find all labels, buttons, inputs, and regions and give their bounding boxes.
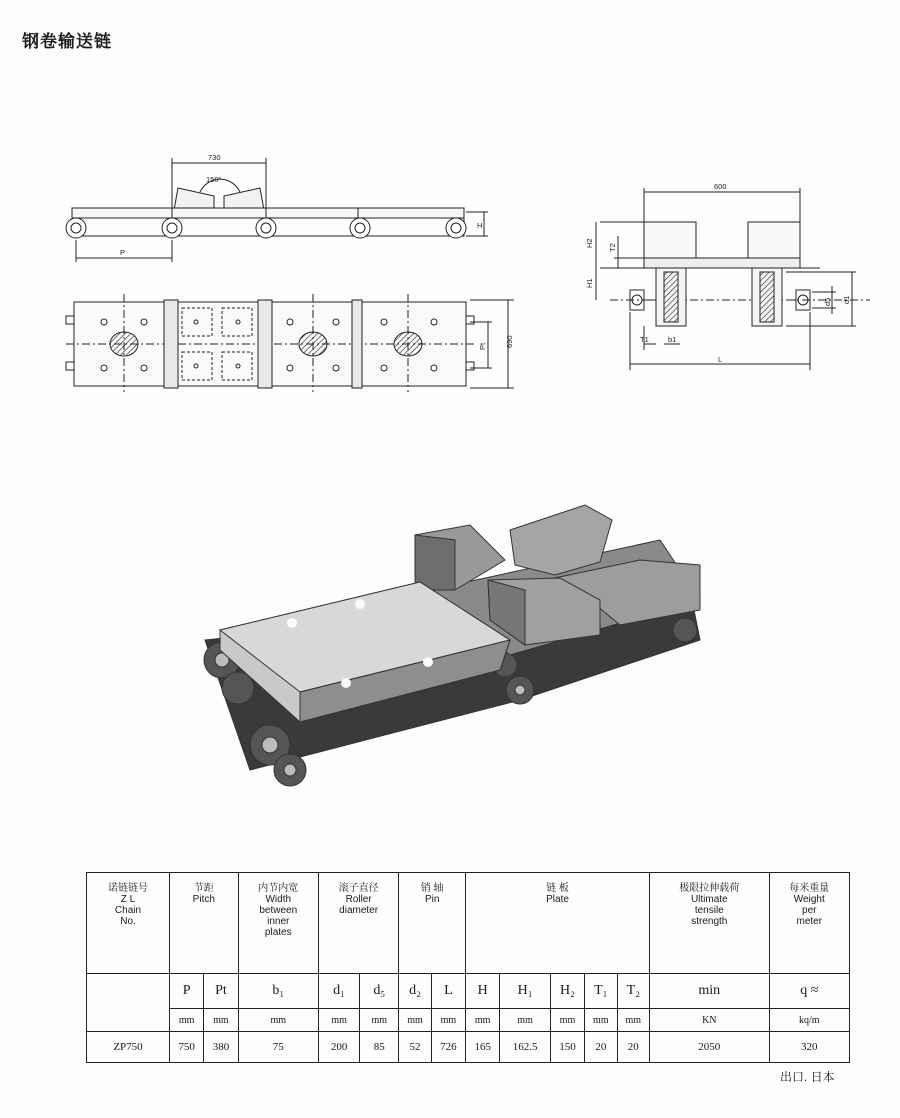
- header-pitch: 节距 Pitch: [170, 873, 239, 974]
- side-view-drawing: [66, 153, 488, 262]
- value-cell: 380: [204, 1032, 238, 1063]
- unit-cell: mm: [617, 1009, 649, 1032]
- section-view-drawing: [585, 182, 870, 370]
- unit-cell: kq/m: [769, 1009, 849, 1032]
- value-cell: 52: [399, 1032, 431, 1063]
- dim-P: P: [120, 248, 126, 257]
- dim-d5: d5: [823, 297, 832, 306]
- unit-cell: KN: [650, 1009, 770, 1032]
- header-row: [87, 873, 850, 974]
- value-cell: 85: [360, 1032, 399, 1063]
- symbol-cell: H₂: [550, 974, 584, 1009]
- dim-690: 690: [505, 335, 514, 348]
- dim-L: L: [718, 355, 723, 364]
- footer-note: 出口. 日本: [780, 1070, 835, 1084]
- symbol-cell: q ≈: [769, 974, 849, 1009]
- unit-cell: mm: [318, 1009, 359, 1032]
- unit-cell: mm: [585, 1009, 617, 1032]
- symbol-cell: P: [170, 974, 204, 1009]
- value-cell: 2050: [650, 1032, 770, 1063]
- header-roller: 滚子直径 Roller diameter: [318, 873, 398, 974]
- value-cell: 726: [431, 1032, 465, 1063]
- value-cell: 750: [170, 1032, 204, 1063]
- value-cell: 200: [318, 1032, 359, 1063]
- unit-row: [87, 1009, 850, 1032]
- dim-angle: 150°: [206, 175, 222, 184]
- symbol-cell: T₁: [585, 974, 617, 1009]
- symbol-cell: T₂: [617, 974, 649, 1009]
- symbol-cell: b₁: [238, 974, 318, 1009]
- header-pin: 销 轴 Pin: [399, 873, 466, 974]
- dim-d1: d1: [842, 295, 851, 304]
- header-width: 内节内宽 Width between inner plates: [238, 873, 318, 974]
- dim-T2: T2: [608, 243, 617, 252]
- dim-b1: b1: [668, 335, 677, 344]
- plan-view-drawing: [66, 294, 514, 392]
- value-cell: 75: [238, 1032, 318, 1063]
- header-chain-no: 诺链链号 Z L Chain No.: [87, 873, 170, 974]
- symbol-cell: d₂: [399, 974, 431, 1009]
- dim-730: 730: [208, 153, 221, 162]
- dim-Pt: Pt: [478, 342, 487, 350]
- symbol-cell: L: [431, 974, 465, 1009]
- value-cell: 165: [466, 1032, 500, 1063]
- header-strength: 极限拉伸载荷 Ultimate tensile strength: [650, 873, 770, 974]
- dim-H2: H2: [585, 238, 594, 248]
- value-cell: ZP750: [87, 1032, 170, 1063]
- symbol-row: [87, 974, 850, 1009]
- symbol-cell: H: [466, 974, 500, 1009]
- value-cell: 162.5: [500, 1032, 550, 1063]
- symbol-cell: Pt: [204, 974, 238, 1009]
- symbol-cell: d₁: [318, 974, 359, 1009]
- dim-H1: H1: [585, 278, 594, 288]
- unit-cell: mm: [204, 1009, 238, 1032]
- chain-product-photo: [204, 505, 700, 786]
- value-cell: 150: [550, 1032, 584, 1063]
- header-plate: 链 板 Plate: [466, 873, 650, 974]
- unit-cell: mm: [500, 1009, 550, 1032]
- dim-T1: T1: [640, 335, 649, 344]
- symbol-cell: H₁: [500, 974, 550, 1009]
- header-weight: 每米重量 Weight per meter: [769, 873, 849, 974]
- symbol-cell: d₅: [360, 974, 399, 1009]
- dim-H: H: [477, 221, 483, 230]
- unit-cell: mm: [170, 1009, 204, 1032]
- value-cell: 20: [585, 1032, 617, 1063]
- unit-cell: mm: [360, 1009, 399, 1032]
- table-row: [87, 1032, 850, 1063]
- unit-cell: mm: [431, 1009, 465, 1032]
- unit-cell: mm: [550, 1009, 584, 1032]
- specification-table: [86, 872, 850, 1063]
- symbol-cell: min: [650, 974, 770, 1009]
- value-cell: 320: [769, 1032, 849, 1063]
- unit-cell: mm: [399, 1009, 431, 1032]
- symbol-blank: [87, 974, 170, 1032]
- dim-600: 600: [714, 182, 727, 191]
- value-cell: 20: [617, 1032, 649, 1063]
- unit-cell: mm: [238, 1009, 318, 1032]
- unit-cell: mm: [466, 1009, 500, 1032]
- page-title: 钢卷输送链: [22, 32, 112, 52]
